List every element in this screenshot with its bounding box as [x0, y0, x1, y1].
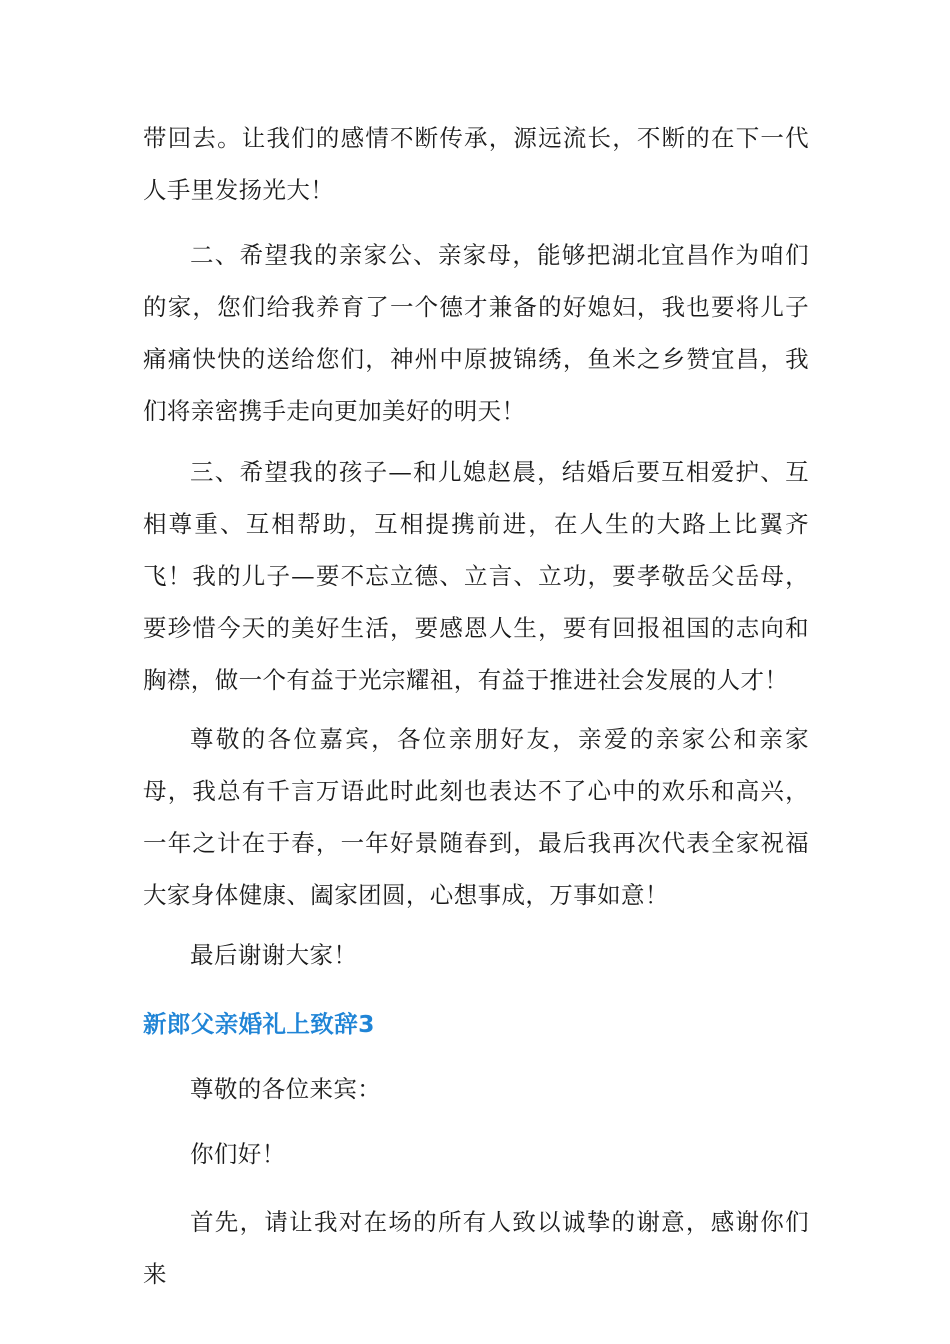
section-heading: 新郎父亲婚礼上致辞3 — [143, 1010, 375, 1038]
paragraph-wish-three: 三、希望我的孩子—和儿媳赵晨，结婚后要互相爱护、互相尊重、互相帮助，互相提携前进，在人生的大路上比翼齐飞！我的儿子—要不忘立德、立言、立功，要孝敬岳父岳母，要珍惜今天的美好生活，要感恩人生，要有回报祖国的志向和胸襟，做一个有益于光宗耀祖，有益于推进社会发展的人才！ — [143, 458, 809, 694]
paragraph-closing-blessing: 尊敬的各位嘉宾，各位亲朋好友，亲爱的亲家公和亲家母，我总有千言万语此时此刻也表达不了心中的欢乐和高兴，一年之计在于春，一年好景随春到，最后我再次代表全家祝福大家身体健康、阖家团圆，心想事成，万事如意！ — [143, 725, 809, 909]
paragraph-salutation: 尊敬的各位来宾： — [190, 1075, 382, 1103]
paragraph-opening: 首先，请让我对在场的所有人致以诚挚的谢意，感谢你们来 — [143, 1208, 809, 1288]
paragraph-wish-two: 二、希望我的亲家公、亲家母，能够把湖北宜昌作为咱们的家，您们给我养育了一个德才兼备的好媳妇，我也要将儿子痛痛快快的送给您们，神州中原披锦绣，鱼米之乡赞宜昌，我们将亲密携手走向更加美好的明天！ — [143, 241, 809, 425]
paragraph-thanks: 最后谢谢大家！ — [190, 941, 358, 969]
paragraph-continuation: 带回去。让我们的感情不断传承，源远流长，不断的在下一代人手里发扬光大！ — [143, 124, 809, 204]
paragraph-greeting: 你们好！ — [190, 1140, 286, 1168]
